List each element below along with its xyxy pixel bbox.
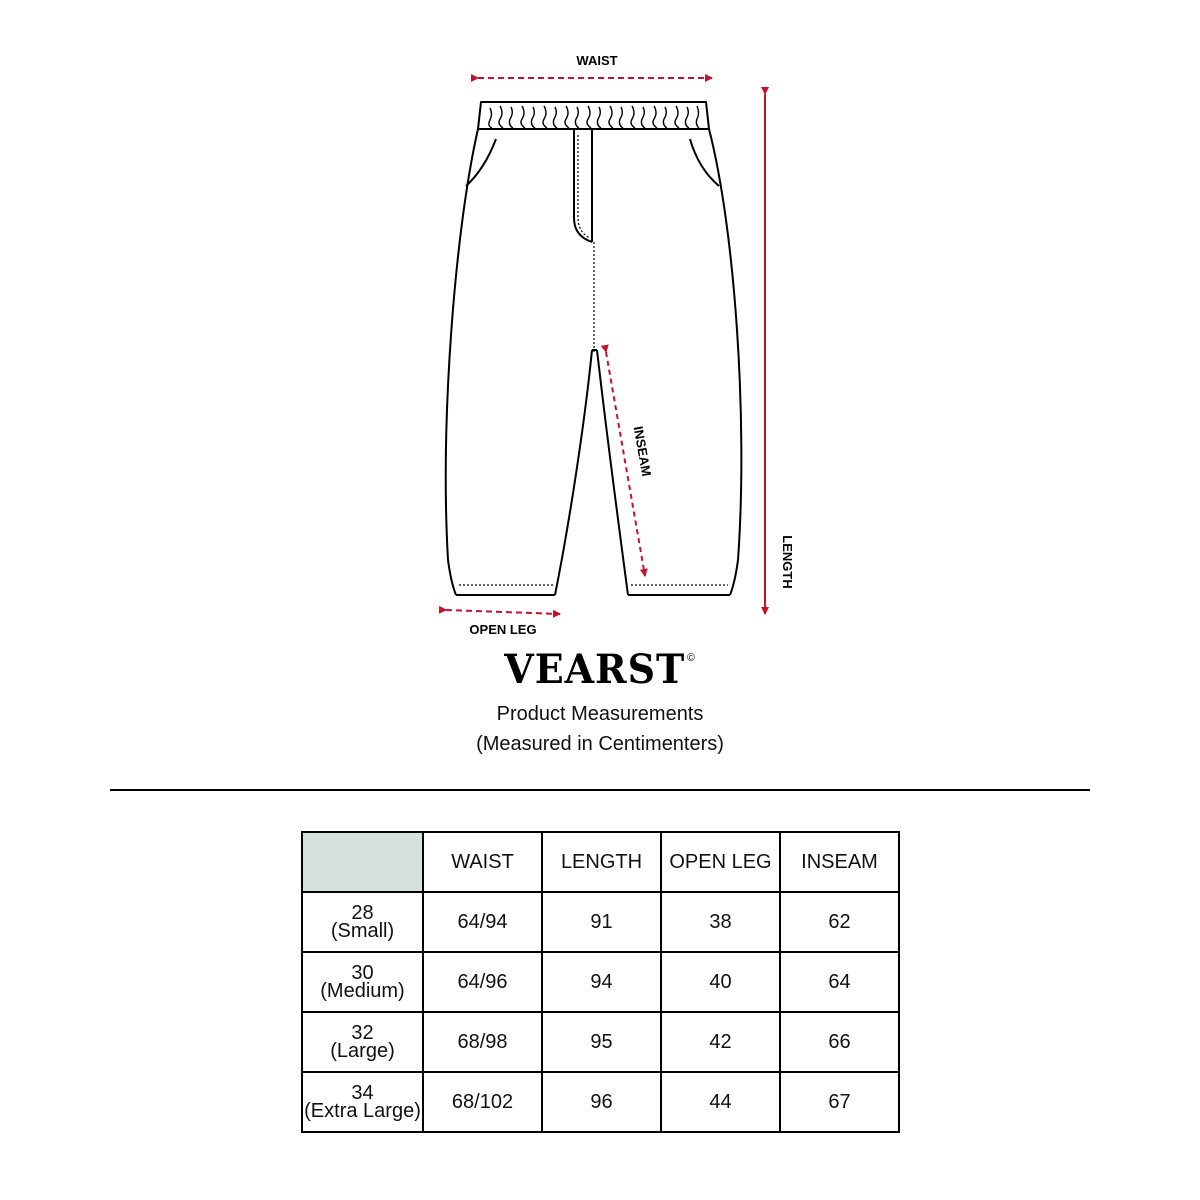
open-leg-value: 40 (661, 952, 780, 1012)
size-label-cell (302, 1012, 423, 1072)
length-label: LENGTH (780, 535, 795, 589)
open-leg-value: 44 (661, 1072, 780, 1132)
brand-copyright-mark: © (687, 652, 696, 664)
waist-value: 68/98 (423, 1012, 542, 1072)
column-header-open-leg: OPEN LEG (661, 832, 780, 892)
size-number: 34 (351, 1082, 374, 1104)
size-label-cell (302, 952, 423, 1012)
table-row (302, 892, 899, 952)
table-corner-cell (302, 832, 423, 892)
inseam-value: 67 (780, 1072, 899, 1132)
inseam-value: 64 (780, 952, 899, 1012)
length-value: 95 (542, 1012, 661, 1072)
brand-logo (30, 646, 1170, 693)
brand-name: VEARST (504, 646, 686, 693)
open-leg-value: 38 (661, 892, 780, 952)
subtitle-measurement-units: (Measured in Centimenters) (476, 733, 724, 755)
stitch-lines (459, 135, 728, 585)
waist-value: 64/96 (423, 952, 542, 1012)
column-header-inseam: INSEAM (780, 832, 899, 892)
size-label-cell (302, 892, 423, 952)
inseam-value: 66 (780, 1012, 899, 1072)
divider (110, 789, 1090, 791)
size-name: (Extra Large) (304, 1100, 421, 1122)
size-chart-table (301, 831, 900, 1133)
table-row (302, 1072, 899, 1132)
size-name: (Small) (330, 920, 395, 942)
pants-outline (446, 102, 742, 595)
open-leg-arrow (446, 610, 560, 614)
table-row (302, 952, 899, 1012)
size-name: (Medium) (320, 980, 405, 1002)
length-value: 96 (542, 1072, 661, 1132)
size-number: 30 (351, 962, 374, 984)
size-name: (Large) (330, 1040, 395, 1062)
table-row (302, 1012, 899, 1072)
length-value: 91 (542, 892, 661, 952)
size-number: 32 (351, 1022, 374, 1044)
waist-value: 68/102 (423, 1072, 542, 1132)
length-value: 94 (542, 952, 661, 1012)
measurement-arrows (446, 78, 765, 614)
waist-value: 64/94 (423, 892, 542, 952)
size-number: 28 (351, 902, 374, 924)
open-leg-label: OPEN LEG (469, 622, 537, 637)
inseam-label: INSEAM (630, 425, 655, 478)
column-header-length: LENGTH (542, 832, 661, 892)
size-label-cell (302, 1072, 423, 1132)
subtitle-product-measurements: Product Measurements (496, 703, 704, 725)
waist-label: WAIST (576, 53, 618, 68)
column-header-waist: WAIST (423, 832, 542, 892)
inseam-value: 62 (780, 892, 899, 952)
open-leg-value: 42 (661, 1012, 780, 1072)
table-header-row (302, 832, 899, 892)
